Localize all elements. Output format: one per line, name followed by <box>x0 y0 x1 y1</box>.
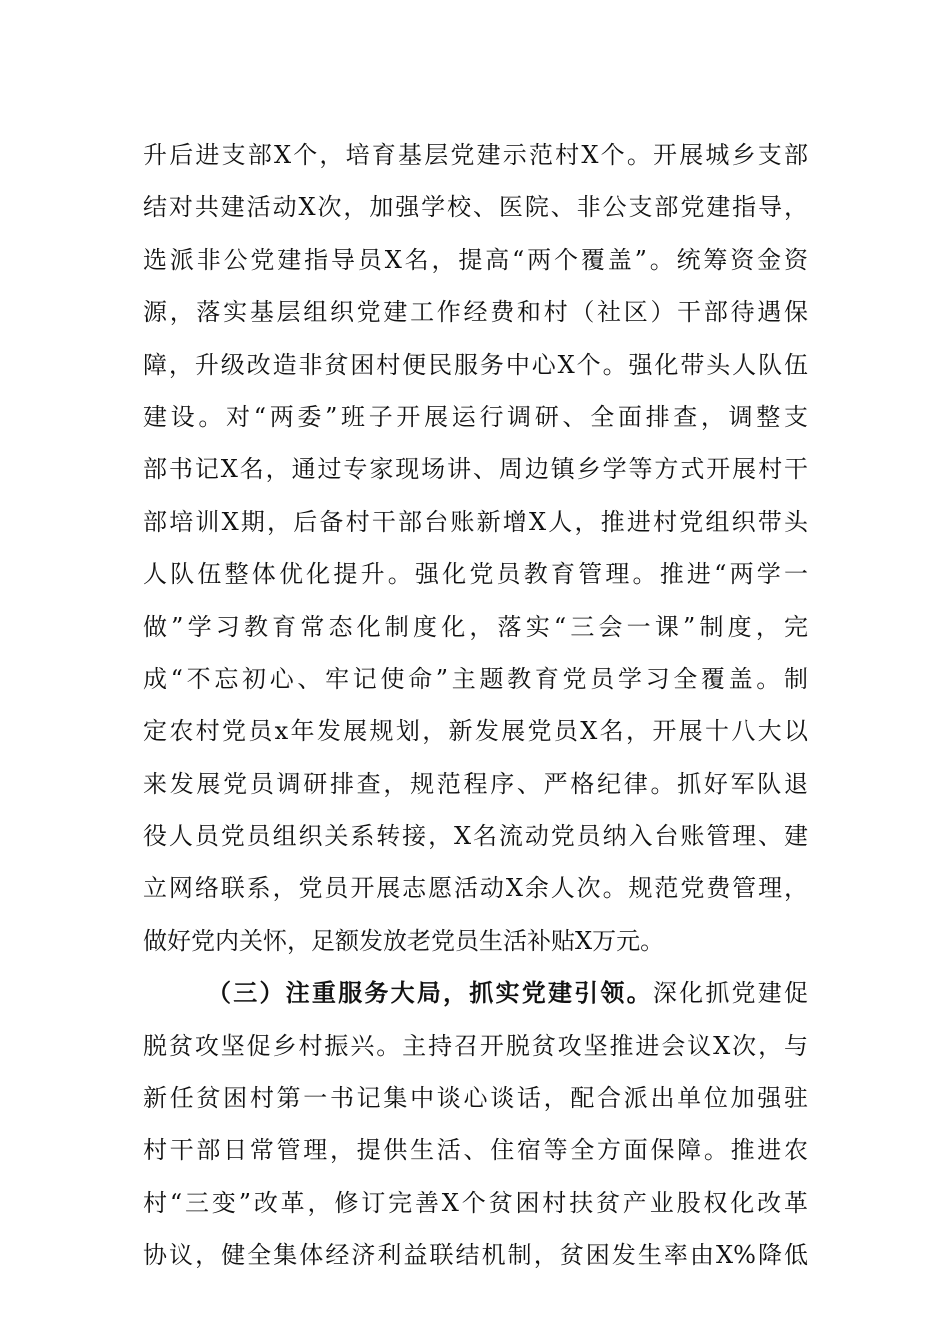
text-line: 部培训X期，后备村干部台账新增X人，推进村党组织带头 <box>143 507 808 536</box>
text-line: 建设。对“两委”班子开展运行调研、全面排查，调整支 <box>143 402 808 431</box>
text-line: 部书记X名，通过专家现场讲、周边镇乡学等方式开展村干 <box>143 455 808 484</box>
text-line: 村干部日常管理，提供生活、住宿等全方面保障。推进农 <box>143 1136 808 1165</box>
text-line: 定农村党员x年发展规划，新发展党员X名，开展十八大以 <box>143 717 808 746</box>
text-line: 升后进支部X个，培育基层党建示范村X个。开展城乡支部 <box>143 141 808 169</box>
paragraph-1 <box>143 129 808 967</box>
section-heading: （三）注重服务大局，抓实党建引领。 <box>207 978 653 1008</box>
text-line: 源，落实基层组织党建工作经费和村（社区）干部待遇保 <box>143 298 808 327</box>
text-line: 役人员党员组织关系转接，X名流动党员纳入台账管理、建 <box>143 822 808 851</box>
text-line: 做”学习教育常态化制度化，落实“三会一课”制度，完 <box>143 612 808 641</box>
text-line: 来发展党员调研排查，规范程序、严格纪律。抓好军队退 <box>143 769 808 798</box>
text-line: 做好党内关怀，足额发放老党员生活补贴X万元。 <box>143 926 665 955</box>
paragraph-2 <box>143 967 808 1281</box>
heading-line-rest: 深化抓党建促 <box>652 979 809 1008</box>
text-line: 村“三变”改革，修订完善X个贫困村扶贫产业股权化改革 <box>143 1188 808 1217</box>
text-line: 选派非公党建指导员X名，提高“两个覆盖”。统筹资金资 <box>143 245 808 274</box>
text-line: 立网络联系，党员开展志愿活动X余人次。规范党费管理， <box>143 874 808 903</box>
text-line: 协议，健全集体经济利益联结机制，贫困发生率由X%降低 <box>143 1241 808 1270</box>
text-line: 障，升级改造非贫困村便民服务中心X个。强化带头人队伍 <box>143 350 808 379</box>
body-text <box>143 129 808 1282</box>
text-line: 人队伍整体优化提升。强化党员教育管理。推进“两学一 <box>143 560 808 589</box>
text-line: 成“不忘初心、牢记使命”主题教育党员学习全覆盖。制 <box>143 664 808 693</box>
text-line: 脱贫攻坚促乡村振兴。主持召开脱贫攻坚推进会议X次，与 <box>143 1031 808 1060</box>
text-line <box>143 967 808 1019</box>
text-line: 新任贫困村第一书记集中谈心谈话，配合派出单位加强驻 <box>143 1084 808 1113</box>
text-line: 结对共建活动X次，加强学校、医院、非公支部党建指导， <box>143 193 808 222</box>
